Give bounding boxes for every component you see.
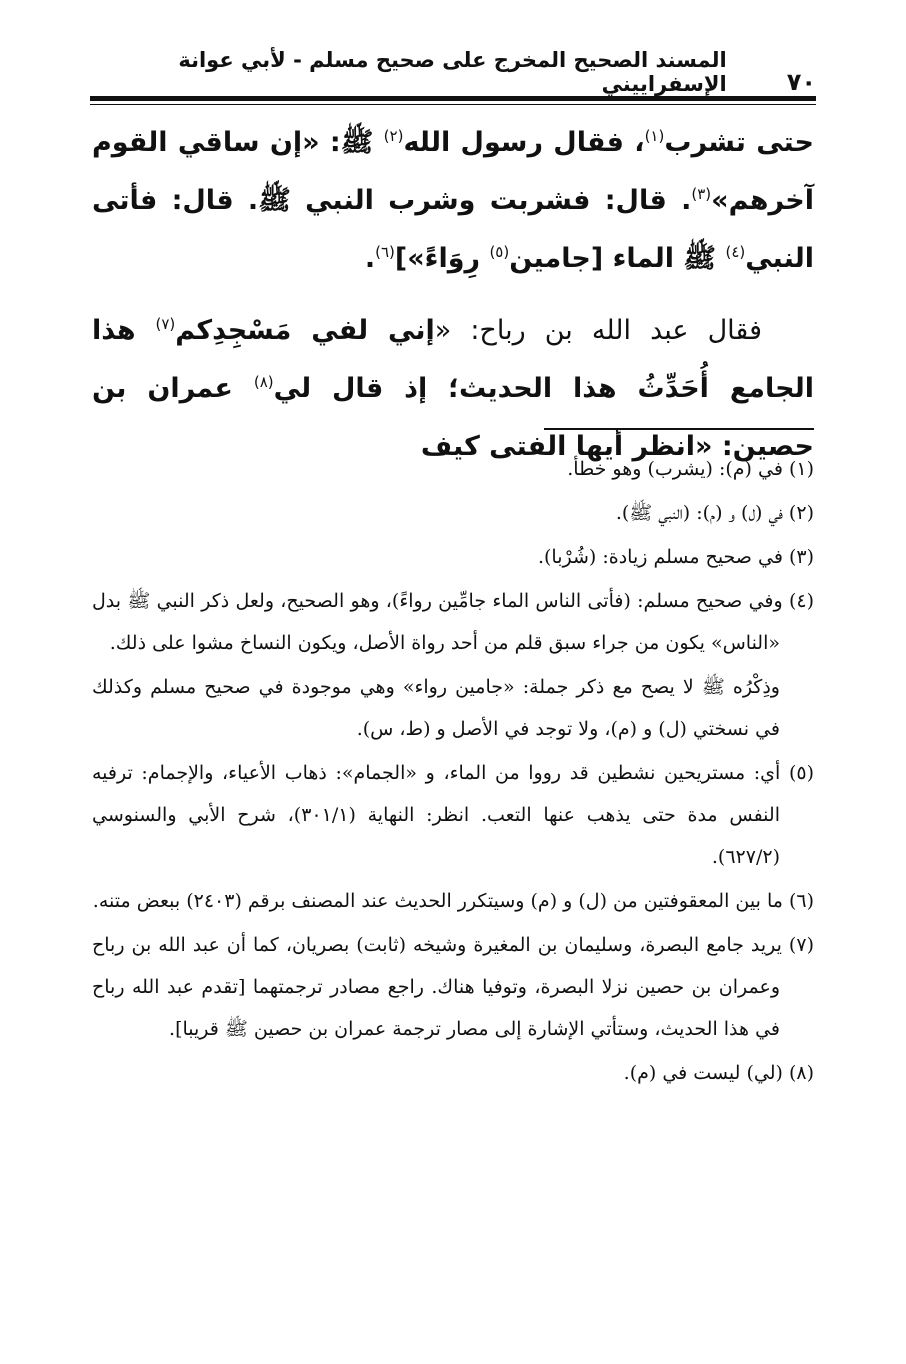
main-text-segment: ﷺ الماء [جامين bbox=[509, 243, 726, 274]
footnotes bbox=[92, 448, 814, 1096]
footnote-5: (٥) أي: مستريحين نشطين قد رووا من الماء، و «الجمام»: ذهاب الأعياء، والإجمام: ترفيه النفس مدة حتى يذهب عنها التعب. انظر: النهاية (٣٠١/١)، شرح الأبي والسنوسي (٦٢٧/٢). bbox=[92, 762, 814, 868]
main-text-segment: هذا الجامع أُحَدِّثُ هذا الحديث؛ إذ قال لي bbox=[92, 315, 814, 404]
main-text-segment: عمران بن حصين: «انظر أيها الفتى كيف bbox=[92, 373, 814, 462]
footnote-ref-7: (٧) bbox=[155, 315, 176, 333]
running-title: المسند الصحيح المخرج على صحيح مسلم - لأبي عوانة الإسفراييني bbox=[178, 48, 727, 96]
footnote-ref-8: (٨) bbox=[253, 373, 274, 391]
footnote-4: (٤) وفي صحيح مسلم: (فأتى الناس الماء جامِّين رواءً)، وهو الصحيح، ولعل ذكر النبي ﷺ بدل «الناس» يكون من جراء سبق قلم من أحد رواة الأصل، ويكون النساخ مشوا على ذلك. bbox=[92, 590, 814, 654]
footnote-ref-2: (٢) bbox=[383, 127, 404, 145]
page-number: ٧٠ bbox=[786, 68, 816, 96]
header-rule-thin bbox=[90, 104, 816, 105]
main-text-segment: حتى تشرب bbox=[664, 127, 814, 158]
main-text-segment: رِوَاءً»] bbox=[394, 243, 490, 274]
main-text-segment: فقال عبد الله بن رباح: « bbox=[434, 315, 762, 346]
main-text-segment: ، فقال رسول الله bbox=[403, 127, 645, 158]
footnote-separator bbox=[544, 428, 814, 430]
main-text-segment: . bbox=[364, 243, 376, 274]
footnote-ref-4: (٤) bbox=[725, 243, 746, 261]
main-text-segment: إني لفي مَسْجِدِكم bbox=[175, 315, 435, 346]
footnote-2: (٢) في (ل) و (م): (النبي ﷺ). bbox=[615, 502, 814, 524]
main-text bbox=[92, 114, 814, 476]
footnote-ref-6: (٦) bbox=[375, 243, 395, 261]
main-text-segment: . قال: فشربت وشرب النبي ﷺ. قال: فأتى النبي bbox=[92, 185, 814, 274]
footnote-7: (٧) يريد جامع البصرة، وسليمان بن المغيرة وشيخه (ثابت) بصريان، كما أن عبد الله بن رباح وعمران بن حصين نزلا البصرة، وتوفيا هناك. راجع مصادر ترجمتهما [تقدم عبد الله رباح في هذا الحديث، وستأتي الإشارة إلى مصار ترجمة عمران بن حصين ﷺ قريبا]. bbox=[92, 934, 814, 1040]
main-paragraph-1 bbox=[92, 114, 814, 288]
footnote-3: (٣) في صحيح مسلم زيادة: (شُرْبا). bbox=[537, 546, 814, 568]
footnote-6: (٦) ما بين المعقوفتين من (ل) و (م) وسيتكرر الحديث عند المصنف برقم (٢٤٠٣) ببعض متنه. bbox=[92, 890, 814, 912]
footnote-ref-1: (١) bbox=[644, 127, 665, 145]
footnote-8: (٨) (لي) ليست في (م). bbox=[623, 1062, 814, 1084]
main-text-segment: ﷺ: «إن ساقي القوم آخرهم» bbox=[92, 127, 814, 216]
header-rule-thick bbox=[90, 96, 816, 101]
footnote-ref-3: (٣) bbox=[691, 185, 712, 203]
footnote-1: (١) في (م): (يشرب) وهو خطأ. bbox=[567, 458, 814, 480]
footnote-ref-5: (٥) bbox=[489, 243, 510, 261]
footnote-4-continuation: وذِكْرُه ﷺ لا يصح مع ذكر جملة: «جامين رواء» وهي موجودة في صحيح مسلم وكذلك في نسختي (ل) و (م)، ولا توجد في الأصل و (ط، س). bbox=[92, 676, 780, 740]
running-header bbox=[90, 48, 816, 96]
